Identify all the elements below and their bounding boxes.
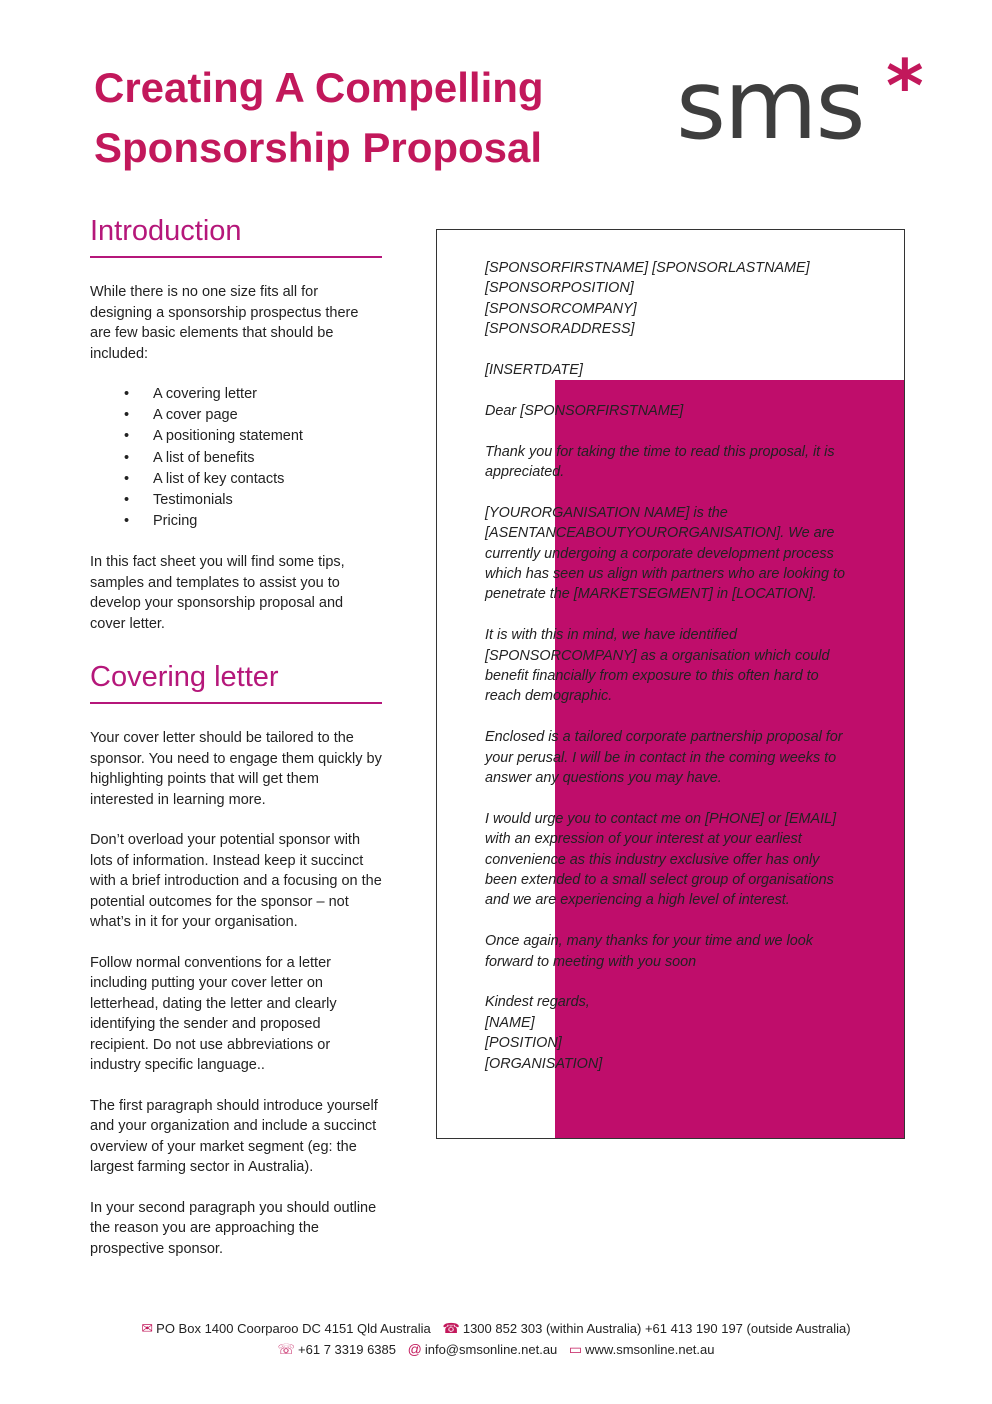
letter-paragraph: Once again, many thanks for your time and we look forward to meeting with you soon <box>485 933 813 970</box>
letter-paragraph: I would urge you to contact me on [PHONE] or [EMAIL] with an expression of your interest at your earliest convenience as this industry exclusive offer has only been extended to a small select group of organisations and we are experiencing a high level of interest. <box>485 810 837 909</box>
footer-row-1 <box>0 1318 992 1339</box>
list-item: • A cover page <box>124 405 382 426</box>
covering-letter-paragraph: In your second paragraph you should outline the reason you are approaching the prospective sponsor. <box>90 1199 377 1257</box>
logo-text: sms <box>676 49 864 161</box>
introduction-paragraph-2: In this fact sheet you will find some tips, samples and templates to assist you to develop your sponsorship proposal and cover letter. <box>90 554 345 632</box>
list-item: • A list of benefits <box>124 448 382 469</box>
covering-letter-heading: Covering letter <box>90 658 382 704</box>
list-item: • A positioning statement <box>124 426 382 447</box>
introduction-paragraph-1: While there is no one size fits all for designing a sponsorship prospectus there are few basic elements that should be included: <box>90 284 359 362</box>
footer-row-2 <box>0 1339 992 1360</box>
sample-letter-box <box>436 229 905 1139</box>
title-line-1: Creating A Compelling <box>94 64 544 111</box>
footer-website[interactable]: www.smsonline.net.au <box>585 1342 715 1357</box>
list-item: • A covering letter <box>124 384 382 405</box>
elements-list <box>90 384 382 532</box>
letter-paragraph: It is with this in mind, we have identified [SPONSORCOMPANY] as a organisation which could benefit financially from exposure to this often hard to reach demographic. <box>485 627 830 705</box>
letter-signoff <box>485 992 855 1074</box>
covering-letter-paragraph: The first paragraph should introduce yourself and your organization and include a succinct overview of your market segment (eg: the largest farming sector in Australia). <box>90 1097 378 1176</box>
left-column <box>90 212 382 1259</box>
signoff-line: Kindest regards, <box>485 994 590 1011</box>
at-icon: @ <box>407 1341 422 1357</box>
address-line: [SPONSORPOSITION] <box>485 280 634 297</box>
covering-letter-paragraph: Your cover letter should be tailored to the sponsor. You need to engage them quickly by highlighting points that will get them interested in learning more. <box>90 730 382 808</box>
mail-icon: ✉ <box>141 1320 154 1336</box>
footer-email[interactable]: info@smsonline.net.au <box>424 1342 558 1357</box>
phone-icon: ☎ <box>442 1320 460 1336</box>
letter-paragraph: [YOURORGANISATION NAME] is the [ASENTANCEABOUTYOURORGANISATION]. We are currently undergoing a corporate development process which has seen us align with partners who are looking to penetrate the [MARKETSEGMENT] in [LOCATION]. <box>485 504 845 603</box>
covering-letter-paragraph: Follow normal conventions for a letter including putting your cover letter on letterhead, dating the letter and clearly identifying the sender and proposed recipient. Do not use abbreviations or industry specific language.. <box>90 954 337 1074</box>
list-item: • Testimonials <box>124 490 382 511</box>
footer <box>0 1318 992 1360</box>
letter-salutation: Dear [SPONSORFIRSTNAME] <box>485 402 684 419</box>
page-title <box>94 58 614 178</box>
address-line: [SPONSORCOMPANY] <box>485 300 637 317</box>
letter-date: [INSERTDATE] <box>485 362 583 379</box>
covering-letter-paragraph: Don’t overload your potential sponsor with lots of information. Instead keep it succinct with a brief introduction and a focusing on the potential outcomes for the sponsor – not what’s in it for your organisation. <box>90 832 382 931</box>
footer-address: PO Box 1400 Coorparoo DC 4151 Qld Australia <box>156 1321 431 1336</box>
address-line: [SPONSORFIRSTNAME] [SPONSORLASTNAME] <box>485 260 810 276</box>
list-item: • A list of key contacts <box>124 469 382 490</box>
fax-icon: ☏ <box>277 1341 296 1357</box>
footer-fax: +61 7 3319 6385 <box>298 1342 396 1357</box>
sample-letter-text <box>485 258 855 1095</box>
footer-phone: 1300 852 303 (within Australia) +61 413 190 197 (outside Australia) <box>462 1321 851 1336</box>
list-item: • Pricing <box>124 511 382 532</box>
logo-star: * <box>886 44 924 128</box>
sms-logo <box>676 44 936 170</box>
signoff-line: [NAME] <box>485 1014 535 1031</box>
letter-paragraph: Thank you for taking the time to read this proposal, it is appreciated. <box>485 443 835 481</box>
letter-address <box>485 258 855 340</box>
signoff-line: [POSITION] <box>485 1035 562 1052</box>
signoff-line: [ORGANISATION] <box>485 1055 603 1072</box>
title-line-2: Sponsorship Proposal <box>94 124 543 171</box>
address-line: [SPONSORADDRESS] <box>485 321 635 338</box>
introduction-heading: Introduction <box>90 212 382 258</box>
laptop-icon: ▭ <box>568 1341 583 1357</box>
letter-paragraph: Enclosed is a tailored corporate partnership proposal for your perusal. I will be in contact in the coming weeks to answer any questions you may have. <box>485 729 843 787</box>
